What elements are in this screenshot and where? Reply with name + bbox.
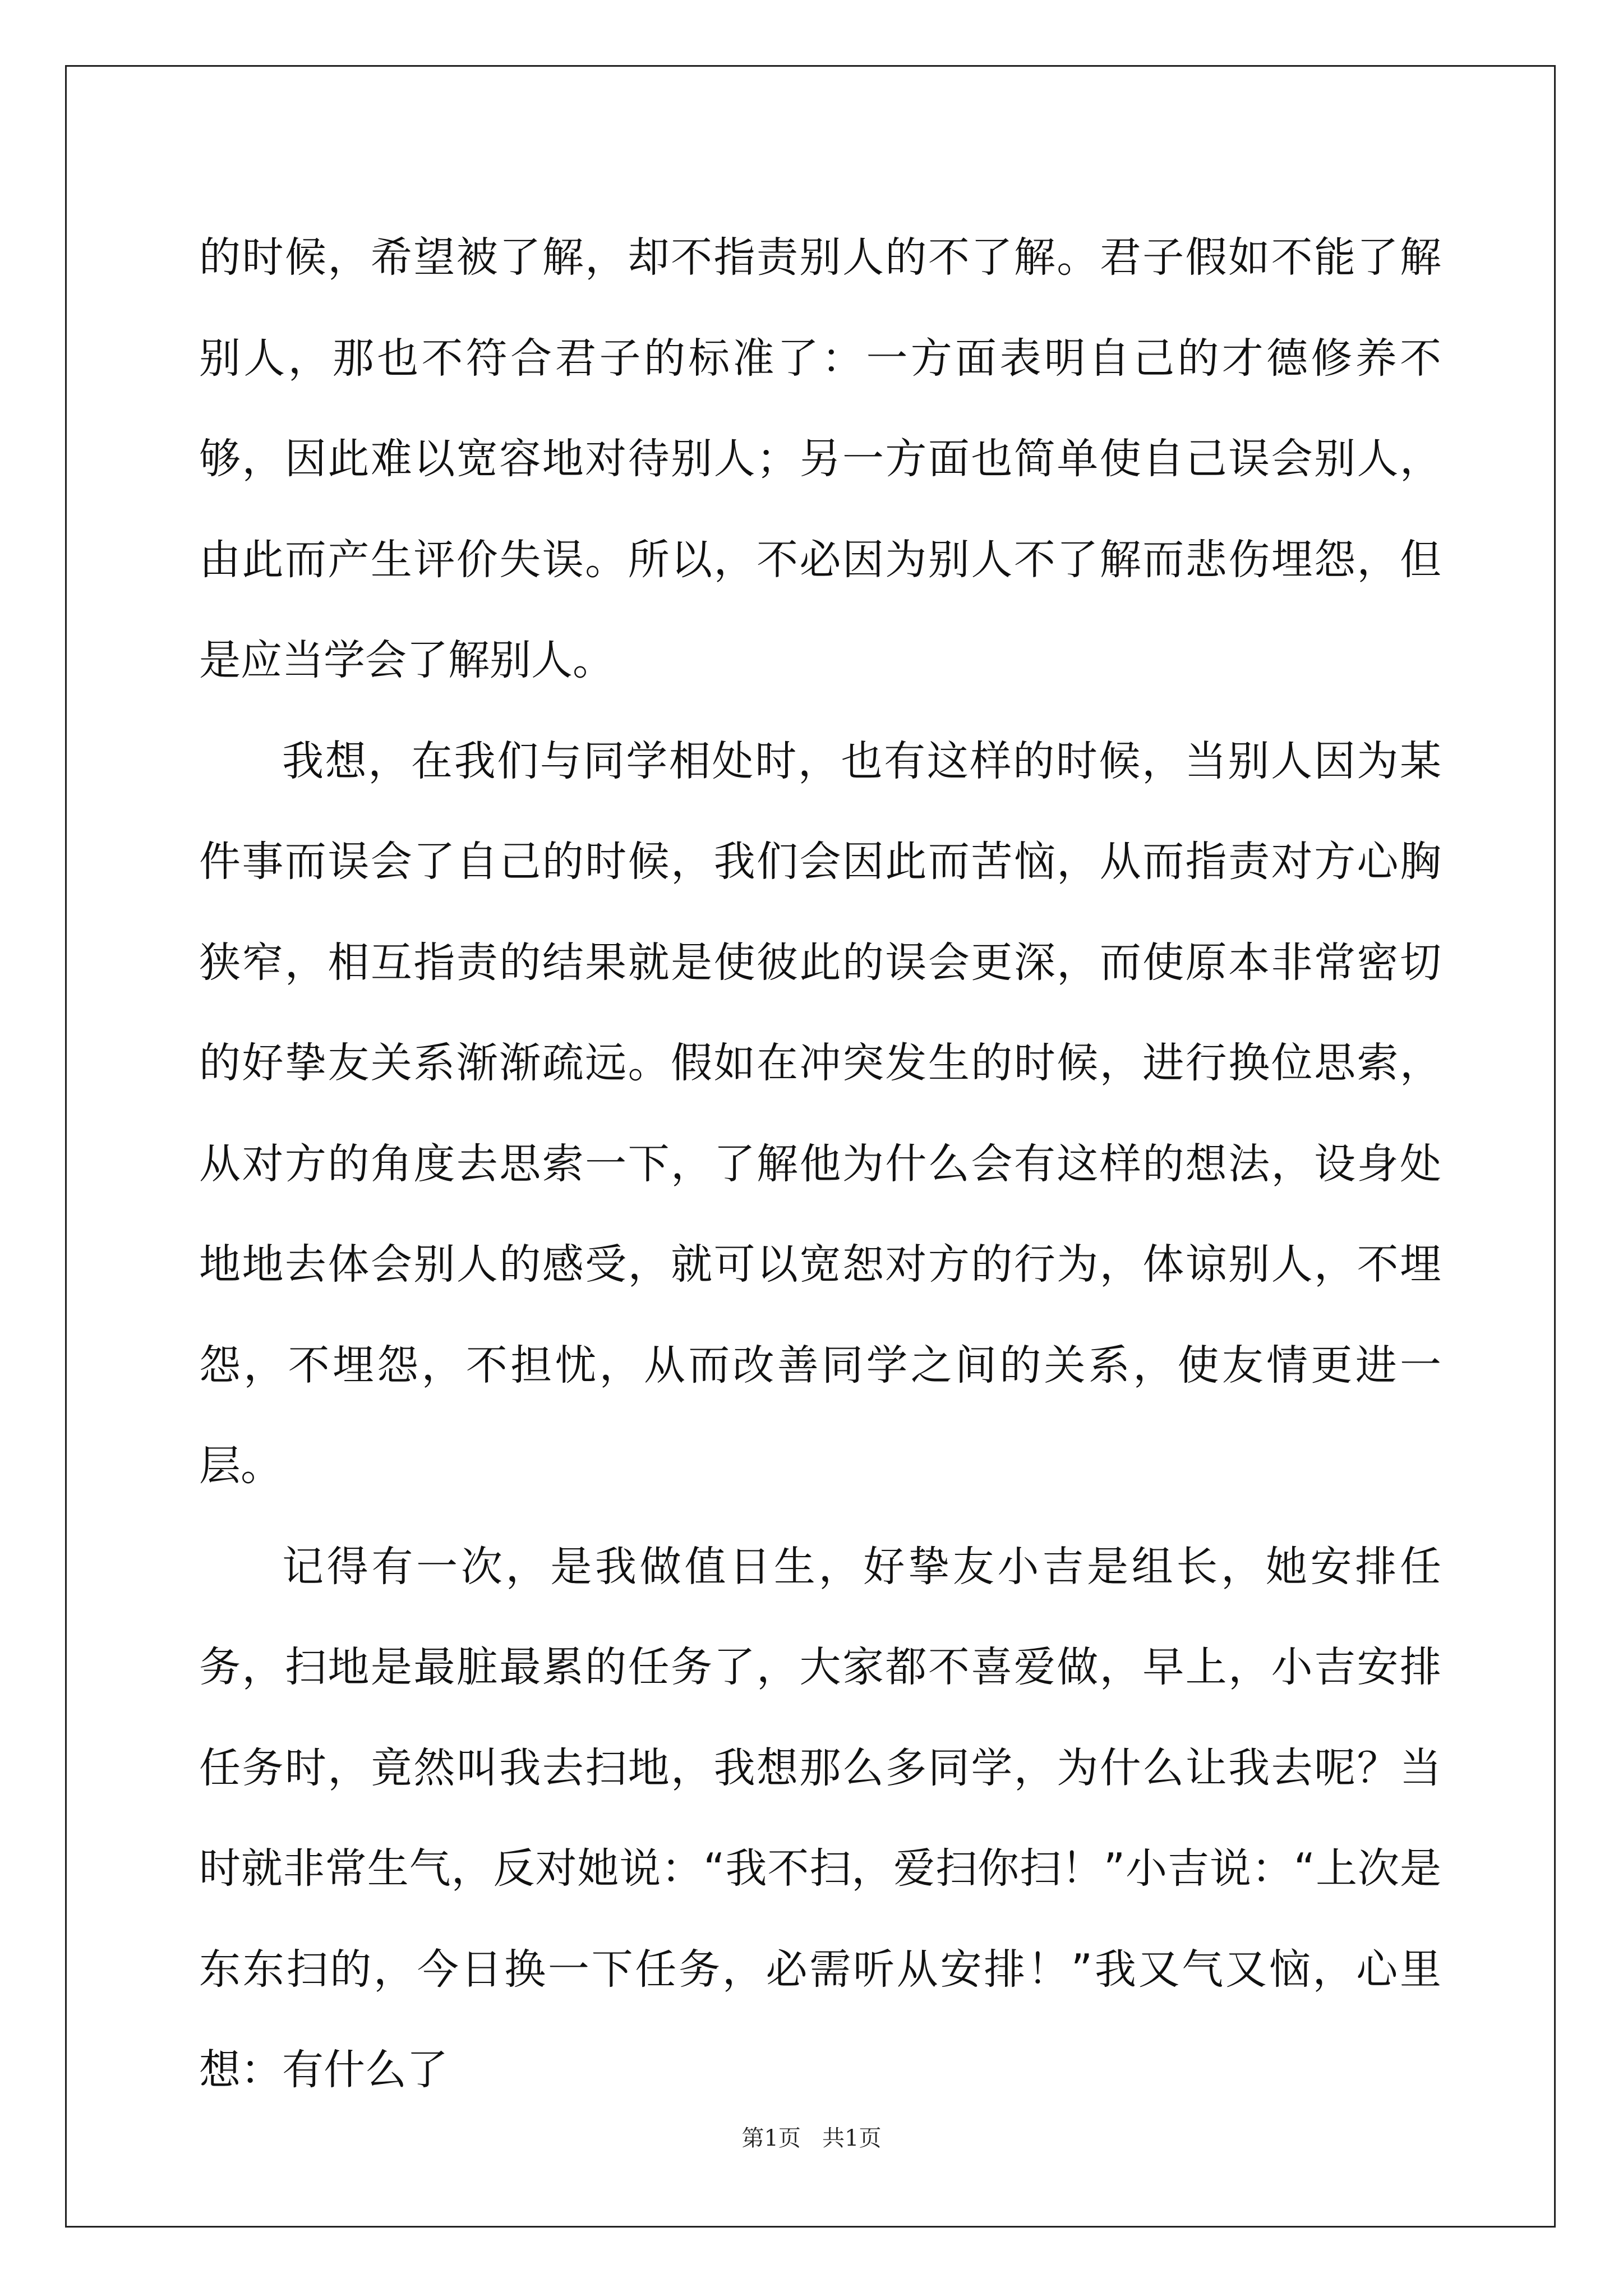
document-body [199, 208, 1441, 2121]
paragraph-2: 我想，在我们与同学相处时，也有这样的时候，当别人因为某件事而误会了自己的时候，我们会因此而苦恼，从而指责对方心胸狭窄，相互指责的结果就是使彼此的误会更深，而使原本非常密切的好挚友关系渐渐疏远。假如在冲突发生的时候，进行换位思索，从对方的角度去思索一下，了解他为什么会有这样的想法，设身处地地去体会别人的感受，就可以宽恕对方的行为，体谅别人，不埋怨，不埋怨，不担忧，从而改善同学之间的关系，使友情更进一层。 [199, 737, 1441, 1490]
paragraph-3: 记得有一次，是我做值日生，好挚友小吉是组长，她安排任务，扫地是最脏最累的任务了，大家都不喜爱做，早上，小吉安排任务时，竟然叫我去扫地，我想那么多同学，为什么让我去呢？当时就非常生气，反对她说：“我不扫，爱扫你扫！”小吉说：“上次是东东扫的，今日换一下任务，必需听从安排！”我又气又恼，心里想：有什么了 [199, 1542, 1441, 2094]
page-number-footer: 第1页 共1页 [741, 2125, 882, 2151]
paragraph-1: 的时候，希望被了解，却不指责别人的不了解。君子假如不能了解别人，那也不符合君子的标准了：一方面表明自己的才德修养不够，因此难以宽容地对待别人；另一方面也简单使自己误会别人，由此而产生评价失误。所以，不必因为别人不了解而悲伤埋怨，但是应当学会了解别人。 [199, 233, 1441, 684]
